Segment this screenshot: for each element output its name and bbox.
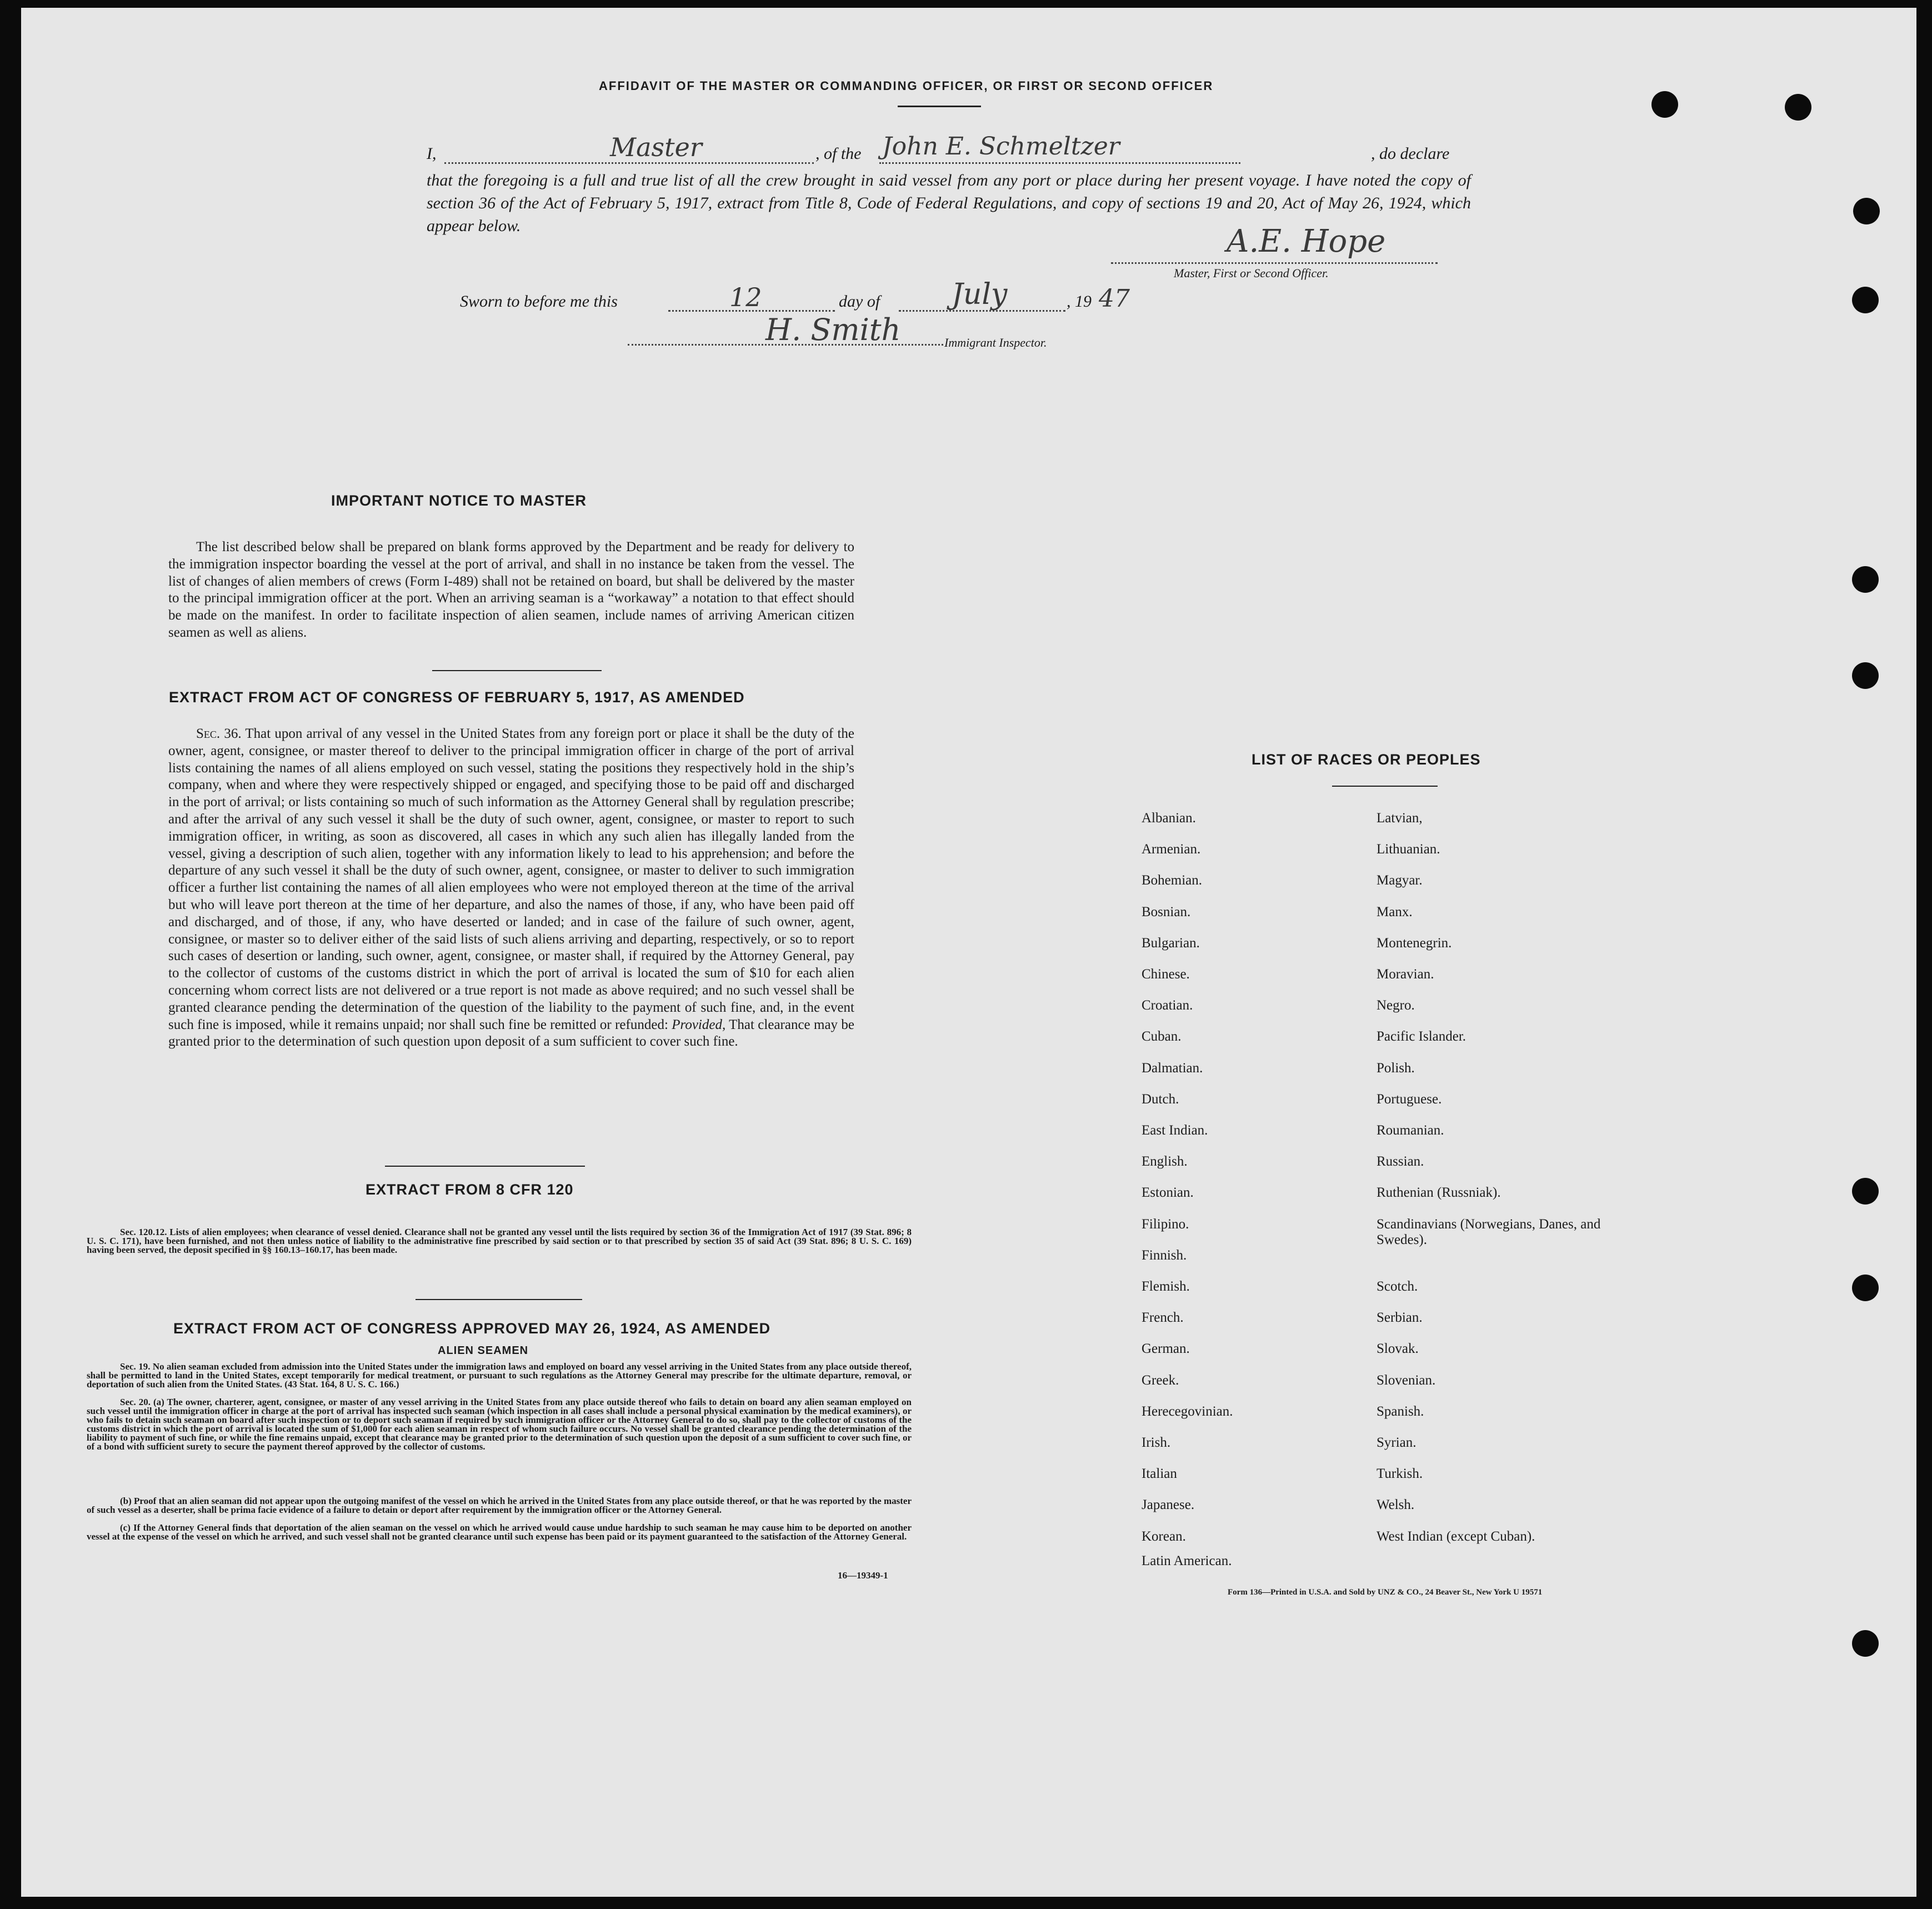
race-left-6: Croatian. (1142, 998, 1193, 1013)
race-left-17: German. (1142, 1341, 1190, 1357)
race-left-12: Estonian. (1142, 1185, 1194, 1201)
race-right-8: Polish. (1377, 1060, 1415, 1076)
extract-cfr-divider (416, 1299, 582, 1300)
race-left-19: Herecegovinian. (1142, 1403, 1233, 1419)
punch-hole-6 (1852, 662, 1879, 689)
extract-1924-heading: EXTRACT FROM ACT OF CONGRESS APPROVED MAY 26, 1924, AS AMENDED (173, 1320, 771, 1337)
master-name-line (444, 162, 814, 164)
race-right-18: Spanish. (1377, 1403, 1424, 1419)
race-left-13: Filipino. (1142, 1216, 1189, 1232)
race-left-7: Cuban. (1142, 1029, 1182, 1045)
important-notice-text: The list described below shall be prepared on blank forms approved by the Department and be ready for delivery to the immigration inspector boarding the vessel at the port of arrival, and shall in no instance be taken from the vessel. The list of changes of alien members of crews (Form I-489) shall not be retained on board, but shall be delivered by the master to the principal immigration officer at the port. When an arriving seaman is a “workaway” a notation to that effect should be made on the manifest. In order to facilitate inspection of alien seamen, include names of arriving American citizen seamen as well as aliens. (168, 539, 854, 640)
sworn-year-prefix: , 19 (1067, 292, 1092, 311)
master-signature-handwritten: A.E. Hope (1227, 223, 1386, 259)
sec-19-text: Sec. 19. No alien seaman excluded from admission into the United States under the immigration laws and employed on board any vessel arriving in the United States from any place outside thereof, shall be permitted to land in the United States, except temporarily for medical treatment, or pursuant to such regulations as the Attorney General may prescribe for the ultimate departure, removal, or deportation of such alien from the United States. (43 Stat. 164, 8 U. S. C. 166.) (87, 1361, 912, 1390)
race-right-14: Scotch. (1377, 1279, 1418, 1294)
form-number: 16—19349-1 (838, 1570, 888, 1581)
punch-hole-4 (1852, 287, 1879, 313)
race-right-2: Magyar. (1377, 873, 1423, 888)
extract-1917-heading: EXTRACT FROM ACT OF CONGRESS OF FEBRUARY 5, 1917, AS AMENDED (169, 689, 745, 706)
race-left-8: Dalmatian. (1142, 1060, 1203, 1076)
race-right-9: Portuguese. (1377, 1091, 1442, 1107)
sec-36-ending: That clearance may be granted prior to the determination of such question upon deposit of a sum sufficient to cover such fine. (168, 1017, 854, 1050)
race-left-1: Armenian. (1142, 842, 1201, 857)
punch-hole-8 (1852, 1275, 1879, 1301)
race-right-13: Scandinavians (Norwegians, Danes, and Swedes). (1377, 1216, 1601, 1247)
notice-divider (432, 670, 602, 671)
race-left-22: Japanese. (1142, 1497, 1195, 1513)
extract-1917-text (168, 726, 854, 1051)
race-left-20: Irish. (1142, 1435, 1171, 1450)
race-left-18: Greek. (1142, 1372, 1179, 1388)
race-right-0: Latvian, (1377, 811, 1423, 826)
race-left-3: Bosnian. (1142, 904, 1191, 919)
of-the-label: , of the (815, 144, 862, 163)
important-notice-heading: IMPORTANT NOTICE TO MASTER (331, 492, 587, 509)
race-left-14: Finnish. (1142, 1247, 1187, 1263)
affidavit-title-rule (898, 106, 981, 107)
provided-word: Provided, (672, 1017, 726, 1032)
race-left-5: Chinese. (1142, 967, 1190, 982)
vessel-name-line (879, 162, 1240, 164)
alien-seamen-subheading: ALIEN SEAMEN (438, 1345, 529, 1357)
races-heading-rule (1332, 786, 1438, 787)
sec-20a-text: Sec. 20. (a) The owner, charterer, agent, consignee, or master of any vessel arriving in the United States from any place outside thereof who fails to detain on board any alien seaman employed on such vessel until the immigration officer in charge at the port of arrival has inspected such seaman (which inspection in all cases shall include a personal physical examination by the medical examiners), or who fails to detain such seaman on board after such inspection or to deport such seaman if required by such immigration officer or the Attorney General to do so, shall pay to the collector of customs of the customs district in which the port of arrival is located the sum of $1,000 for each alien seaman in respect of whom such failure occurs. No vessel shall be granted clearance pending the determination of the liability to payment of such fine, or while the fine remains unpaid, except that clearance may be granted prior to the determination of such question upon the deposit of a sum sufficient to cover such fine, or of a bond with sufficient surety to secure the payment thereof approved by the collector of customs. (87, 1397, 912, 1452)
form-page (21, 8, 1916, 1897)
race-right-7: Pacific Islander. (1377, 1029, 1466, 1045)
race-left-23: Korean. (1142, 1528, 1186, 1544)
declaration-suffix: , do declare (1371, 144, 1450, 163)
sworn-year-handwritten: 47 (1099, 284, 1130, 313)
extract-1917-divider (385, 1166, 585, 1167)
race-right-4: Montenegrin. (1377, 935, 1452, 951)
inspector-signature-handwritten: H. Smith (765, 312, 901, 347)
race-right-21: Welsh. (1377, 1497, 1415, 1513)
sworn-prefix: Sworn to before me this (460, 292, 618, 311)
inspector-signature-label: Immigrant Inspector. (944, 336, 1047, 349)
race-left-15: Flemish. (1142, 1279, 1190, 1294)
race-left-2: Bohemian. (1142, 873, 1203, 888)
race-left-16: French. (1142, 1310, 1184, 1326)
race-left-0: Albanian. (1142, 811, 1196, 826)
punch-hole-3 (1853, 198, 1880, 224)
punch-hole-5 (1852, 566, 1879, 593)
extract-cfr-heading: EXTRACT FROM 8 CFR 120 (366, 1181, 574, 1198)
sworn-month-handwritten: July (952, 278, 1008, 311)
declaration-prefix: I, (427, 144, 437, 163)
sec-20b-text: (b) Proof that an alien seaman did not appear upon the outgoing manifest of the vessel on which he arrived in the United States from any place outside thereof, or that he was reported by the master of such vessel as a deserter, shall be prima facie evidence of a failure to detain or deport after requirement by the immigration officer or the Attorney General. (87, 1496, 912, 1515)
race-right-22: West Indian (except Cuban). (1377, 1528, 1535, 1544)
extract-cfr-text: Sec. 120.12. Lists of alien employees; when clearance of vessel denied. Clearance shall not be granted any vessel until the lists required by section 36 of the Immigration Act of 1917 (39 Stat. 896; 8 U. S. C. 171), have been furnished, and not then unless notice of liability to the administrative fine prescribed by said section or to that prescribed by section 35 of said Act (39 Stat. 896; 8 U. S. C. 169) having been served, the deposit specified in §§ 160.13–160.17, has been made. (87, 1227, 912, 1255)
race-right-3: Manx. (1377, 904, 1413, 919)
race-right-10: Roumanian. (1377, 1123, 1444, 1138)
sec-36-body: That upon arrival of any vessel in the United States from any foreign port or place it shall be the duty of the owner, agent, consignee, or master thereof to deliver to the principal immigration officer in charge of the port of arrival lists containing the names of all aliens employed on such vessel, stating the positions they respectively hold in the ship’s company, when and where they were respectively shipped or engaged, and specifying those to be paid off and discharged in the port of arrival; or lists containing so much of such information as the Attorney General shall by regulation prescribe; and after the arrival of any such vessel it shall be the duty of such owner, agent, consignee, or master to report to such immigration officer, in writing, as soon as discovered, all cases in which any such alien has illegally landed from the vessel, giving a description of such alien, together with any information likely to lead to his apprehension; and before the departure of any such vessel it shall be the duty of such owner, agent, consignee, or master to deliver to such immigration officer a further list containing the names of all alien employees who were not employed thereon at the time of the arrival but who will leave port thereon at the time of her departure, and also the names of those, if any, who have been paid off and discharged, and of those, if any, who have deserted or landed; and in case of the failure of such owner, agent, consignee, or master so to deliver either of the said lists of such aliens arriving and departing, respectively, or so to report such cases of desertion or landing, such owner, agent, consignee, or master shall, if required by the Attorney General, pay to the collector of customs of the customs district in which the port of arrival is located the sum of $10 for each alien concerning whom correct lists are not delivered or a true report is not made as above required; and no such vessel shall be granted clearance pending the determination of the question of the liability to the payment of such fine, and, in the event such fine is imposed, while it remains unpaid; nor shall such fine be remitted or refunded: (168, 726, 854, 1032)
race-right-6: Negro. (1377, 998, 1415, 1013)
race-left-10: East Indian. (1142, 1123, 1208, 1138)
sec-20c-text: (c) If the Attorney General finds that deportation of the alien seaman on the vessel on which he arrived would cause undue hardship to such seaman he may cause him to be deported on another vessel at the expense of the vessel on which he arrived, and such vessel shall not be granted clearance until such expense has been paid or its payment guaranteed to the satisfaction of the Attorney General. (87, 1522, 912, 1542)
punch-hole-2 (1785, 94, 1811, 121)
punch-hole-1 (1651, 91, 1678, 118)
race-right-15: Serbian. (1377, 1310, 1423, 1326)
sworn-day-handwritten: 12 (729, 282, 762, 312)
race-left-24: Latin American. (1142, 1553, 1232, 1568)
race-right-12: Ruthenian (Russniak). (1377, 1185, 1501, 1201)
master-signature-label: Master, First or Second Officer. (1174, 266, 1329, 280)
master-name-handwritten: Master (610, 132, 702, 162)
race-right-11: Russian. (1377, 1154, 1424, 1170)
sec-36-label: Sec. 36. (196, 726, 242, 741)
declaration-line (427, 132, 1471, 169)
vessel-name-handwritten: John E. Schmeltzer (882, 132, 1120, 161)
punch-hole-7 (1852, 1178, 1879, 1205)
race-right-5: Moravian. (1377, 967, 1434, 982)
affidavit-title: AFFIDAVIT OF THE MASTER OR COMMANDING OFFICER, OR FIRST OR SECOND OFFICER (599, 79, 1214, 93)
race-right-16: Slovak. (1377, 1341, 1419, 1357)
race-right-20: Turkish. (1377, 1466, 1423, 1482)
race-left-21: Italian (1142, 1466, 1177, 1482)
punch-hole-9 (1852, 1630, 1879, 1657)
master-signature-line (1111, 262, 1438, 264)
printer-footer: Form 136—Printed in U.S.A. and Sold by UNZ & CO., 24 Beaver St., New York U 19571 (1228, 1588, 1543, 1597)
affidavit-paragraph: that the foregoing is a full and true list of all the crew brought in said vessel from any port or place during her present voyage. I have noted the copy of section 36 of the Act of February 5, 1917, extract from Title 8, Code of Federal Regulations, and copy of sections 19 and 20, Act of May 26, 1924, which appear below. (427, 171, 1471, 235)
race-right-17: Slovenian. (1377, 1372, 1436, 1388)
race-left-9: Dutch. (1142, 1091, 1179, 1107)
race-right-19: Syrian. (1377, 1435, 1417, 1450)
race-right-1: Lithuanian. (1377, 842, 1440, 857)
race-left-4: Bulgarian. (1142, 935, 1200, 951)
sworn-day-of: day of (839, 292, 880, 311)
races-heading: LIST OF RACES OR PEOPLES (1252, 751, 1481, 768)
race-left-11: English. (1142, 1154, 1188, 1170)
